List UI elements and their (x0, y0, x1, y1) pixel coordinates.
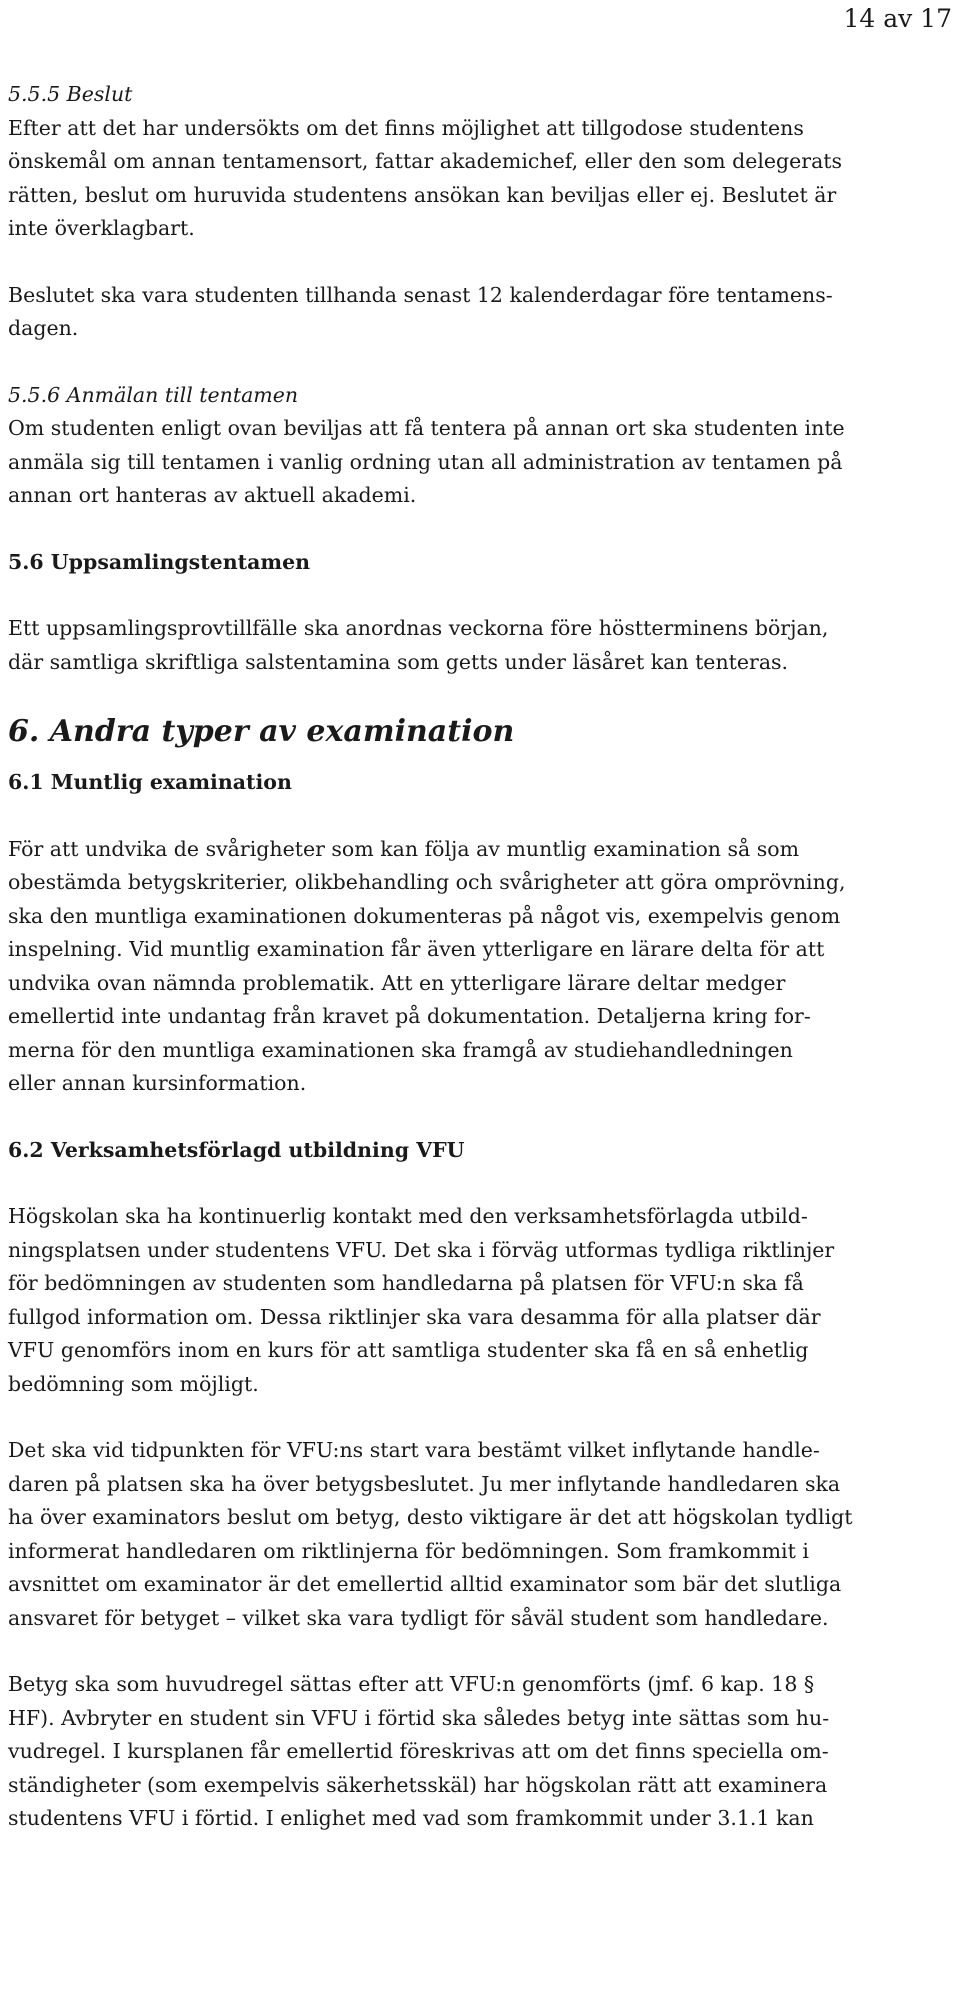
heading-6-2: 6.2 Verksamhetsförlagd utbildning VFU (8, 1137, 465, 1162)
text-line: rätten, beslut om huruvida studentens ansökan kan beviljas eller ej. Beslutet är (8, 182, 837, 207)
text-line: VFU genomförs inom en kurs för att samtliga studenter ska få en så enhetlig (8, 1338, 809, 1362)
text-line: Beslutet ska vara studenten tillhanda senast 12 kalenderdagar före tentamens- (8, 282, 833, 307)
text-line: fullgod information om. Dessa riktlinjer ska vara desamma för alla platser där (8, 1304, 821, 1329)
text-line: anmäla sig till tentamen i vanlig ordning utan all administration av tentamen på (8, 449, 843, 474)
text-line: informerat handledaren om riktlinjerna för bedömningen. Som framkommit i (8, 1538, 809, 1563)
text-line: eller annan kursinformation. (8, 1071, 307, 1095)
text-line: inspelning. Vid muntlig examination får även ytterligare en lärare delta för att (8, 937, 825, 961)
paragraph (8, 612, 958, 679)
text-line: avsnittet om examinator är det emellertid alltid examinator som bär det slutliga (8, 1572, 842, 1596)
paragraph (8, 1200, 958, 1401)
page-number: 14 av 17 (843, 4, 952, 33)
text-line: dagen. (8, 316, 79, 340)
heading-5-5-6: 5.5.6 Anmälan till tentamen (8, 382, 299, 407)
text-line: studentens VFU i förtid. I enlighet med vad som framkommit under 3.1.1 kan (8, 1806, 814, 1830)
paragraph (8, 833, 958, 1101)
text-line: ständigheter (som exempelvis säkerhetsskäl) har högskolan rätt att examinera (8, 1772, 828, 1797)
text-line: Ett uppsamlingsprovtillfälle ska anordnas veckorna före höstterminens början, (8, 616, 829, 640)
text-line: Om studenten enligt ovan beviljas att få tentera på annan ort ska studenten inte (8, 416, 845, 440)
text-line: merna för den muntliga examinationen ska framgå av studiehandledningen (8, 1037, 793, 1062)
paragraph (8, 1668, 958, 1836)
text-line: för bedömningen av studenten som handledarna på platsen för VFU:n ska få (8, 1271, 804, 1295)
text-line: ska den muntliga examinationen dokumenteras på något vis, exempelvis genom (8, 903, 841, 928)
text-line: För att undvika de svårigheter som kan följa av muntlig examination så som (8, 836, 800, 861)
text-line: bedömning som möjligt. (8, 1371, 259, 1396)
text-line: ha över examinators beslut om betyg, desto viktigare är det att högskolan tydligt (8, 1505, 853, 1529)
text-line: inte överklagbart. (8, 216, 195, 240)
text-line: Högskolan ska ha kontinuerlig kontakt med den verksamhetsförlagda utbild- (8, 1204, 808, 1228)
text-line: daren på platsen ska ha över betygsbeslutet. Ju mer inflytande handledaren ska (8, 1471, 841, 1496)
text-line: Betyg ska som huvudregel sättas efter att VFU:n genomförts (jmf. 6 kap. 18 § (8, 1672, 815, 1696)
text-line: undvika ovan nämnda problematik. Att en ytterligare lärare deltar medger (8, 970, 786, 995)
text-line: ningsplatsen under studentens VFU. Det ska i förväg utformas tydliga riktlinjer (8, 1237, 835, 1262)
text-line: ansvaret för betyget – vilket ska vara tydligt för såväl student som handledare. (8, 1605, 829, 1630)
text-line: önskemål om annan tentamensort, fattar akademichef, eller den som delegerats (8, 149, 843, 173)
document-body (8, 78, 958, 1836)
heading-5-5-5: 5.5.5 Beslut (8, 82, 133, 106)
text-line: annan ort hanteras av aktuell akademi. (8, 483, 417, 507)
text-line: obestämda betygskriterier, olikbehandling och svårigheter att göra omprövning, (8, 870, 846, 894)
text-line: Det ska vid tidpunkten för VFU:ns start vara bestämt vilket inflytande handle- (8, 1438, 820, 1462)
text-line: HF). Avbryter en student sin VFU i förtid ska således betyg inte sättas som hu- (8, 1705, 830, 1730)
paragraph (8, 279, 958, 346)
text-line: Efter att det har undersökts om det finns möjlighet att tillgodose studentens (8, 115, 804, 140)
paragraph (8, 112, 958, 246)
text-line: emellertid inte undantag från kravet på dokumentation. Detaljerna kring for- (8, 1004, 811, 1028)
text-line: där samtliga skriftliga salstentamina som getts under läsåret kan tenteras. (8, 649, 789, 674)
heading-6-1: 6.1 Muntlig examination (8, 770, 292, 794)
paragraph (8, 412, 958, 513)
heading-6: 6. Andra typer av examination (8, 714, 515, 749)
paragraph (8, 1434, 958, 1635)
heading-5-6: 5.6 Uppsamlingstentamen (8, 549, 311, 574)
text-line: vudregel. I kursplanen får emellertid föreskrivas att om det finns speciella om- (8, 1739, 829, 1763)
